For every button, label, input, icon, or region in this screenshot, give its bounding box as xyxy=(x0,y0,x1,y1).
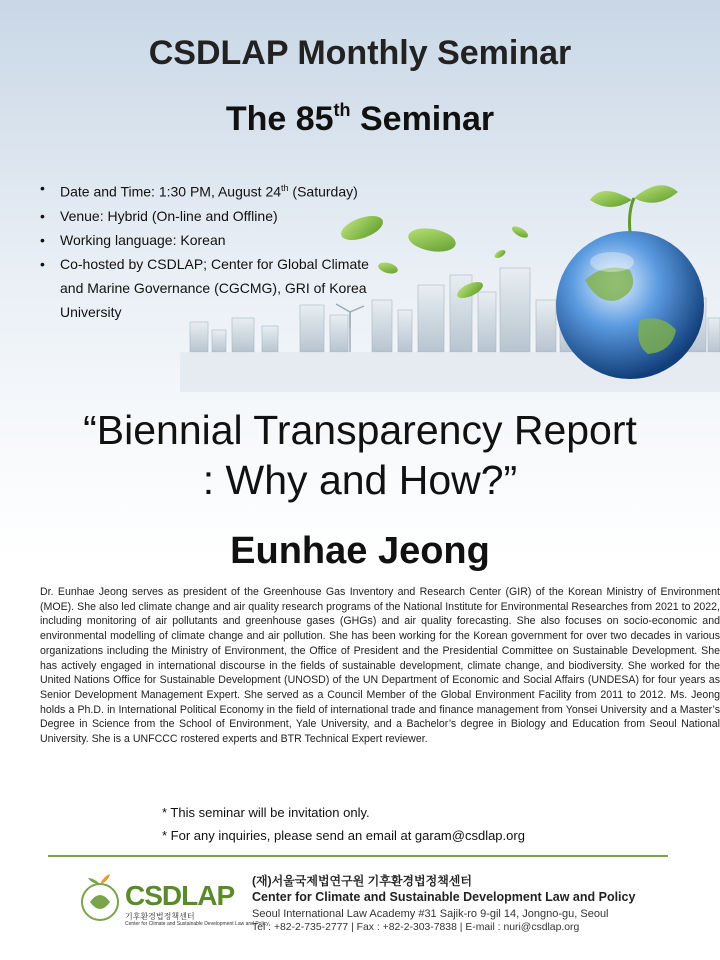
speaker-name: Eunhae Jeong xyxy=(230,530,490,572)
talk-title-line-2: : Why and How?” xyxy=(202,457,518,503)
org-english-name: Center for Climate and Sustainable Development Law and Policy xyxy=(252,890,636,904)
talk-title xyxy=(0,405,720,505)
seminar-number xyxy=(0,100,720,139)
org-address: Seoul International Law Academy #31 Sajik-ro 9-gil 14, Jongno-gu, Seoul xyxy=(252,908,609,920)
bullet-dot: • xyxy=(40,231,45,248)
date-suffix: (Saturday) xyxy=(288,183,358,200)
footer-divider xyxy=(48,855,668,857)
inquiry-note: * For any inquiries, please send an email at garam@csdlap.org xyxy=(162,828,525,843)
speaker-biography: Dr. Eunhae Jeong serves as president of the Greenhouse Gas Inventory and Research Center (GIR) of the Korean Ministry of Environment (MOE). She also led climate change and air quality research programs of the National Institute for Environmental Researches from 2021 to 2022, including monitoring of air pollutants and greenhouse gases (GHGs) and air quality forecasting. She also focuses on socio-economic and environmental modelling of climate change and air pollution. She has been working for the Korean government for over two decades in various organizations including the Ministry of Environment, the Office of President and the Presidential Committee on Sustainable Development. She has actively engaged in international discourse in the fields of sustainable development, climate change, and biodiversity. She worked for the United Nations Office for Sustainable Development (UNOSD) of the UN Department of Economic and Social Affairs (UNDESA) for four years as Senior Development Management Expert. She served as a Council Member of the Global Environment Facility from 2011 to 2012. Ms. Jeong holds a Ph.D. in International Political Economy in the field of international trade and finance management from Yonsei University and a Master’s Degree in Science from the School of Environment, Yale University, and a Bachelor’s degree in Biology and Education from Seoul National University. She is a UNFCCC rostered experts and BTR Technical Expert reviewer. xyxy=(40,586,720,746)
sprout-icon xyxy=(590,185,678,232)
seminar-suffix: Seminar xyxy=(350,100,495,138)
globe-icon xyxy=(556,231,704,379)
org-contact: Tel : +82-2-735-2777 | Fax : +82-2-303-7838 | E-mail : nuri@csdlap.org xyxy=(252,922,580,933)
invitation-note: * This seminar will be invitation only. xyxy=(162,805,370,820)
detail-date xyxy=(40,176,420,204)
bullet-dot: • xyxy=(40,255,45,272)
seminar-prefix: The 85 xyxy=(225,100,334,138)
org-korean-name: (재)서울국제법연구원 기후환경법정책센터 xyxy=(252,874,472,888)
logo-english-name: Center for Climate and Sustainable Development Law and Policy xyxy=(125,921,269,927)
detail-language xyxy=(40,228,420,252)
date-prefix: Date and Time: 1:30 PM, August 24 xyxy=(60,183,282,200)
language-text: Working language: Korean xyxy=(60,231,226,248)
venue-text: Venue: Hybrid (On-line and Offline) xyxy=(60,207,278,224)
cohost-line-1: Co-hosted by CSDLAP; Center for Global Climate xyxy=(60,255,369,272)
bullet-dot: • xyxy=(40,180,45,196)
cohost-line-3: University xyxy=(60,303,122,320)
seminar-ordinal: th xyxy=(333,100,351,120)
cohost-line-2: and Marine Governance (CGCMG), GRI of Korea xyxy=(60,279,367,296)
poster-title: CSDLAP Monthly Seminar xyxy=(148,34,572,72)
bullet-dot: • xyxy=(40,207,45,224)
detail-cohost xyxy=(40,252,420,324)
logo-korean-name: 기후환경법정책센터 xyxy=(125,912,195,921)
logo-wordmark: CSDLAP xyxy=(125,880,235,911)
event-details-list xyxy=(40,176,420,324)
date-ordinal: th xyxy=(281,183,289,193)
talk-title-line-1: “Biennial Transparency Report xyxy=(83,407,637,453)
detail-venue xyxy=(40,204,420,228)
